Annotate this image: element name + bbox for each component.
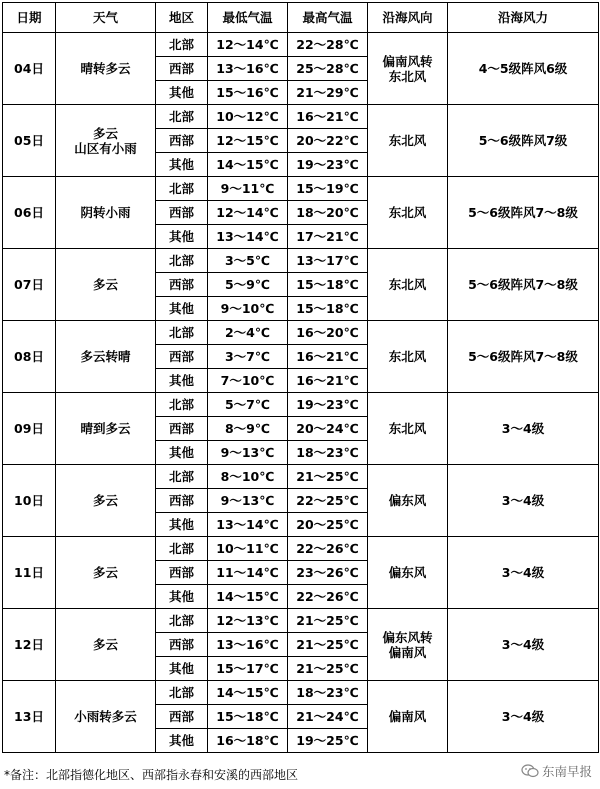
wind-force-cell: 5～6级阵风7～8级 — [448, 249, 599, 321]
wind-direction-line: 东北风 — [388, 68, 427, 84]
high-temp-cell: 17～21℃ — [288, 225, 368, 249]
wind-direction-cell — [368, 681, 448, 753]
wind-direction-cell — [368, 321, 448, 393]
wind-force-cell: 5～6级阵风7～8级 — [448, 177, 599, 249]
forecast-table — [2, 2, 599, 753]
low-temp-cell: 13～14℃ — [208, 513, 288, 537]
region-cell: 其他 — [156, 81, 208, 105]
region-cell: 北部 — [156, 177, 208, 201]
high-temp-cell: 25～28℃ — [288, 57, 368, 81]
low-temp-cell: 8～9℃ — [208, 417, 288, 441]
table-row — [3, 681, 599, 705]
low-temp-cell: 12～13℃ — [208, 609, 288, 633]
region-cell: 西部 — [156, 561, 208, 585]
wechat-source-logo — [521, 762, 592, 780]
weather-cell — [56, 33, 156, 105]
weather-line: 多云 — [92, 125, 118, 141]
low-temp-cell: 9～13℃ — [208, 489, 288, 513]
date-cell: 07日 — [3, 249, 56, 321]
table-row — [3, 177, 599, 201]
weather-cell — [56, 249, 156, 321]
wind-direction-cell — [368, 105, 448, 177]
region-cell: 西部 — [156, 273, 208, 297]
region-cell: 西部 — [156, 633, 208, 657]
wind-direction-line: 东北风 — [388, 205, 427, 220]
region-cell: 北部 — [156, 465, 208, 489]
weather-cell — [56, 465, 156, 537]
high-temp-cell: 15～18℃ — [288, 297, 368, 321]
region-cell: 其他 — [156, 657, 208, 681]
weather-line: 山区有小雨 — [74, 140, 137, 156]
low-temp-cell: 12～15℃ — [208, 129, 288, 153]
high-temp-cell: 20～22℃ — [288, 129, 368, 153]
wind-force-cell: 3～4级 — [448, 393, 599, 465]
low-temp-cell: 8～10℃ — [208, 465, 288, 489]
low-temp-cell: 11～14℃ — [208, 561, 288, 585]
date-cell: 05日 — [3, 105, 56, 177]
wind-direction-line: 偏东风 — [388, 493, 427, 508]
low-temp-cell: 9～11℃ — [208, 177, 288, 201]
weather-line: 多云 — [92, 493, 118, 508]
weather-cell — [56, 105, 156, 177]
header-date: 日期 — [3, 3, 56, 33]
low-temp-cell: 12～14℃ — [208, 33, 288, 57]
region-cell: 北部 — [156, 321, 208, 345]
header-low-temp: 最低气温 — [208, 3, 288, 33]
wind-direction-line: 东北风 — [388, 421, 427, 436]
weather-line: 多云 — [92, 565, 118, 580]
region-cell: 西部 — [156, 417, 208, 441]
low-temp-cell: 13～16℃ — [208, 633, 288, 657]
table-row — [3, 537, 599, 561]
table-row — [3, 609, 599, 633]
wind-direction-cell — [368, 177, 448, 249]
date-cell: 10日 — [3, 465, 56, 537]
date-cell: 13日 — [3, 681, 56, 753]
region-cell: 西部 — [156, 57, 208, 81]
low-temp-cell: 3～5℃ — [208, 249, 288, 273]
high-temp-cell: 21～25℃ — [288, 633, 368, 657]
wind-force-cell: 3～4级 — [448, 465, 599, 537]
region-cell: 其他 — [156, 585, 208, 609]
region-cell: 西部 — [156, 201, 208, 225]
low-temp-cell: 7～10℃ — [208, 369, 288, 393]
high-temp-cell: 21～24℃ — [288, 705, 368, 729]
wind-force-cell: 4～5级阵风6级 — [448, 33, 599, 105]
weather-line: 阴转小雨 — [80, 205, 131, 220]
date-cell: 08日 — [3, 321, 56, 393]
high-temp-cell: 18～20℃ — [288, 201, 368, 225]
region-cell: 北部 — [156, 105, 208, 129]
high-temp-cell: 13～17℃ — [288, 249, 368, 273]
low-temp-cell: 5～7℃ — [208, 393, 288, 417]
table-row — [3, 321, 599, 345]
high-temp-cell: 21～29℃ — [288, 81, 368, 105]
table-row — [3, 249, 599, 273]
header-wind-direction: 沿海风向 — [368, 3, 448, 33]
high-temp-cell: 21～25℃ — [288, 609, 368, 633]
low-temp-cell: 15～18℃ — [208, 705, 288, 729]
region-cell: 北部 — [156, 681, 208, 705]
wind-direction-cell — [368, 393, 448, 465]
high-temp-cell: 16～20℃ — [288, 321, 368, 345]
low-temp-cell: 9～13℃ — [208, 441, 288, 465]
low-temp-cell: 15～16℃ — [208, 81, 288, 105]
region-cell: 西部 — [156, 129, 208, 153]
wind-direction-line: 偏东风转 — [382, 629, 433, 645]
low-temp-cell: 13～16℃ — [208, 57, 288, 81]
table-row — [3, 393, 599, 417]
weather-cell — [56, 321, 156, 393]
date-cell: 09日 — [3, 393, 56, 465]
weather-cell — [56, 609, 156, 681]
high-temp-cell: 21～25℃ — [288, 465, 368, 489]
header-row — [3, 3, 599, 33]
region-cell: 西部 — [156, 345, 208, 369]
wind-direction-line: 偏南风 — [388, 709, 427, 724]
region-cell: 北部 — [156, 33, 208, 57]
low-temp-cell: 2～4℃ — [208, 321, 288, 345]
weather-line: 晴到多云 — [80, 421, 131, 436]
date-cell: 04日 — [3, 33, 56, 105]
region-cell: 北部 — [156, 249, 208, 273]
header-region: 地区 — [156, 3, 208, 33]
weather-cell — [56, 537, 156, 609]
wind-direction-line: 东北风 — [388, 277, 427, 292]
header-weather: 天气 — [56, 3, 156, 33]
low-temp-cell: 14～15℃ — [208, 153, 288, 177]
wind-force-cell: 3～4级 — [448, 681, 599, 753]
high-temp-cell: 15～19℃ — [288, 177, 368, 201]
wind-direction-cell — [368, 33, 448, 105]
wind-direction-line: 偏南风转 — [382, 53, 433, 69]
high-temp-cell: 19～23℃ — [288, 393, 368, 417]
footnote: *备注：北部指德化地区、西部指永春和安溪的西部地区 — [4, 768, 299, 782]
high-temp-cell: 16～21℃ — [288, 369, 368, 393]
date-cell: 06日 — [3, 177, 56, 249]
weather-line: 多云 — [92, 277, 118, 292]
wind-direction-cell — [368, 249, 448, 321]
region-cell: 其他 — [156, 441, 208, 465]
wind-direction-line: 东北风 — [388, 133, 427, 148]
low-temp-cell: 13～14℃ — [208, 225, 288, 249]
region-cell: 北部 — [156, 537, 208, 561]
low-temp-cell: 3～7℃ — [208, 345, 288, 369]
region-cell: 北部 — [156, 609, 208, 633]
wind-direction-cell — [368, 465, 448, 537]
region-cell: 其他 — [156, 513, 208, 537]
header-wind-force: 沿海风力 — [448, 3, 599, 33]
low-temp-cell: 10～11℃ — [208, 537, 288, 561]
wind-direction-line: 偏东风 — [388, 565, 427, 580]
high-temp-cell: 16～21℃ — [288, 345, 368, 369]
high-temp-cell: 18～23℃ — [288, 681, 368, 705]
low-temp-cell: 14～15℃ — [208, 585, 288, 609]
weather-cell — [56, 681, 156, 753]
low-temp-cell: 15～17℃ — [208, 657, 288, 681]
logo-text: 东南早报 — [541, 764, 592, 779]
low-temp-cell: 5～9℃ — [208, 273, 288, 297]
region-cell: 西部 — [156, 489, 208, 513]
date-cell: 12日 — [3, 609, 56, 681]
low-temp-cell: 10～12℃ — [208, 105, 288, 129]
weather-cell — [56, 177, 156, 249]
region-cell: 其他 — [156, 369, 208, 393]
region-cell: 西部 — [156, 705, 208, 729]
wind-force-cell: 5～6级阵风7级 — [448, 105, 599, 177]
weather-line: 多云转晴 — [80, 349, 131, 364]
region-cell: 其他 — [156, 153, 208, 177]
region-cell: 北部 — [156, 393, 208, 417]
region-cell: 其他 — [156, 729, 208, 753]
forecast-body — [3, 33, 599, 753]
region-cell: 其他 — [156, 297, 208, 321]
weather-cell — [56, 393, 156, 465]
high-temp-cell: 19～25℃ — [288, 729, 368, 753]
wind-direction-line: 东北风 — [388, 349, 427, 364]
high-temp-cell: 16～21℃ — [288, 105, 368, 129]
high-temp-cell: 19～23℃ — [288, 153, 368, 177]
weather-line: 多云 — [92, 637, 118, 652]
high-temp-cell: 21～25℃ — [288, 657, 368, 681]
high-temp-cell: 22～26℃ — [288, 585, 368, 609]
high-temp-cell: 22～26℃ — [288, 537, 368, 561]
date-cell: 11日 — [3, 537, 56, 609]
high-temp-cell: 20～25℃ — [288, 513, 368, 537]
region-cell: 其他 — [156, 225, 208, 249]
wind-direction-cell — [368, 537, 448, 609]
high-temp-cell: 22～25℃ — [288, 489, 368, 513]
wind-direction-line: 偏南风 — [388, 644, 427, 660]
high-temp-cell: 15～18℃ — [288, 273, 368, 297]
low-temp-cell: 12～14℃ — [208, 201, 288, 225]
wind-force-cell: 3～4级 — [448, 609, 599, 681]
table-row — [3, 465, 599, 489]
wind-direction-cell — [368, 609, 448, 681]
weather-line: 小雨转多云 — [74, 709, 137, 724]
low-temp-cell: 14～15℃ — [208, 681, 288, 705]
high-temp-cell: 18～23℃ — [288, 441, 368, 465]
wechat-icon — [521, 764, 539, 778]
low-temp-cell: 9～10℃ — [208, 297, 288, 321]
wind-force-cell: 5～6级阵风7～8级 — [448, 321, 599, 393]
high-temp-cell: 20～24℃ — [288, 417, 368, 441]
table-row — [3, 105, 599, 129]
high-temp-cell: 22～28℃ — [288, 33, 368, 57]
low-temp-cell: 16～18℃ — [208, 729, 288, 753]
high-temp-cell: 23～26℃ — [288, 561, 368, 585]
weather-line: 晴转多云 — [80, 61, 131, 76]
header-high-temp: 最高气温 — [288, 3, 368, 33]
table-row — [3, 33, 599, 57]
wind-force-cell: 3～4级 — [448, 537, 599, 609]
